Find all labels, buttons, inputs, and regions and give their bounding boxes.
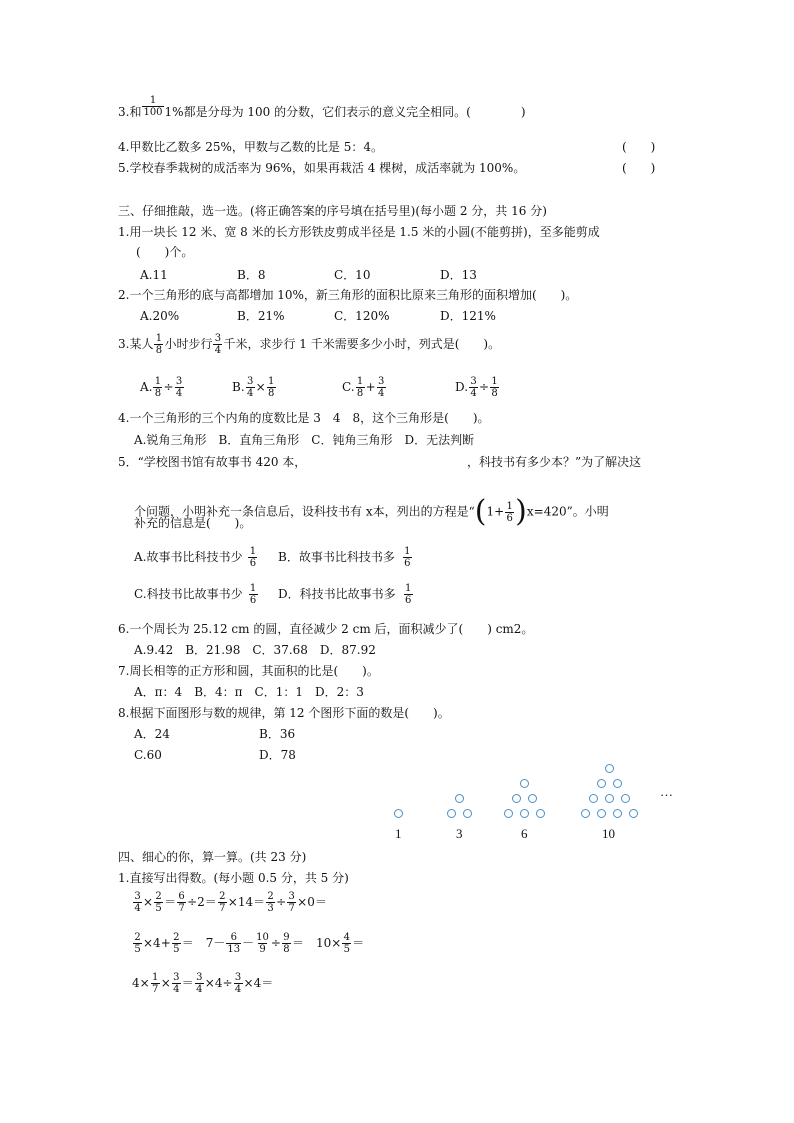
option[interactable]: D．科技书比故事书多 $\frac{1}{6}$ — [278, 583, 412, 606]
dot-icon — [581, 809, 590, 818]
option[interactable]: A.11 — [140, 268, 168, 282]
s3-q7: 7.周长相等的正方形和圆，其面积的比是( )。 — [118, 664, 379, 678]
dot-icon — [528, 794, 537, 803]
bracket-left: ( — [474, 494, 487, 529]
option[interactable]: A.故事书比科技书少 $\frac{1}{6}$ — [134, 546, 257, 569]
dot-icon — [463, 809, 472, 818]
option[interactable]: D．13 — [440, 268, 477, 282]
s3-q5-line1a: 5．“学校图书馆有故事书 420 本， — [118, 455, 307, 469]
dot-icon — [520, 779, 529, 788]
s3-q6: 6.一个周长为 25.12 cm 的圆，直径减少 2 cm 后，面积减少了( ) cm2。 — [118, 622, 534, 636]
s4-sub1: 1.直接写出得数。(每小题 0.5 分，共 5 分) — [118, 871, 349, 885]
bracket-right: ) — [515, 494, 527, 529]
dot-icon — [597, 809, 606, 818]
option[interactable]: A．24 — [134, 727, 170, 741]
dot-icon — [520, 809, 529, 818]
calc-row-3: 4× $\frac{1}{7}$ × $\frac{3}{4}$ ＝ $\frac{3}{4}$ ×4÷ $\frac{3}{4}$ ×4＝ — [132, 972, 274, 995]
option[interactable]: B．8 — [237, 268, 266, 282]
fraction: $\frac{3}{4}$ — [214, 333, 222, 356]
option[interactable]: C.科技书比故事书少 $\frac{1}{6}$ — [134, 583, 257, 606]
s3-q3: 3.某人 $\frac{1}{8}$ 小时步行 $\frac{3}{4}$ 千米，求步行 1 千米需要多少小时，列式是( )。 — [118, 333, 501, 356]
figure-label: 6 — [521, 826, 528, 841]
s3-q2: 2.一个三角形的底与高都增加 10%，新三角形的面积比原来三角形的面积增加( )。 — [118, 288, 578, 302]
dot-icon — [536, 809, 545, 818]
option[interactable]: B．故事书比科技书多 $\frac{1}{6}$ — [278, 546, 411, 569]
s3-q5-line3: 补充的信息是( )。 — [134, 516, 252, 530]
option[interactable]: A.20% — [140, 309, 180, 323]
option[interactable]: A. $\frac{1}{8}$ ÷ $\frac{3}{4}$ — [140, 376, 183, 399]
dot-icon — [589, 794, 598, 803]
option[interactable]: D．121% — [440, 309, 496, 323]
dot-icon — [613, 779, 622, 788]
dot-icon — [504, 809, 513, 818]
option[interactable]: D. $\frac{3}{4}$ ÷ $\frac{1}{8}$ — [455, 376, 498, 399]
calc-row-1: $\frac{3}{4}$ × $\frac{2}{5}$ ＝ $\frac{6}{7}$ ÷2＝ $\frac{2}{7}$ ×14＝ $\frac{2}{3}$ ÷ $\frac{3}{7}$ ×0＝ — [134, 891, 327, 914]
s3-q1-line1: 1.用一块长 12 米、宽 8 米的长方形铁皮剪成半径是 1.5 米的小圆(不能剪拼)，至多能剪成 — [118, 225, 600, 239]
option[interactable]: C．10 — [334, 268, 371, 282]
option[interactable]: C．120% — [334, 309, 390, 323]
figure-label: 1 — [395, 826, 402, 841]
dot-icon — [613, 809, 622, 818]
option[interactable]: C.60 — [134, 748, 162, 762]
answer-paren[interactable]: ( ) — [622, 140, 656, 154]
ellipsis: … — [660, 784, 673, 799]
answer-paren[interactable]: ( ) — [622, 161, 656, 175]
figure-label: 3 — [456, 826, 463, 841]
dot-icon — [621, 794, 630, 803]
s3-q8: 8.根据下面图形与数的规律，第 12 个图形下面的数是( )。 — [118, 706, 450, 720]
s3-q4-options[interactable]: A.锐角三角形 B．直角三角形 C．钝角三角形 D．无法判断 — [134, 433, 475, 447]
dot-icon — [447, 809, 456, 818]
option[interactable]: B. $\frac{3}{4}$ × $\frac{1}{8}$ — [232, 376, 275, 399]
s3-q1-line2: ( )个。 — [136, 245, 194, 259]
s3-q6-options[interactable]: A.9.42 B．21.98 C．37.68 D．87.92 — [134, 643, 376, 657]
dot-icon — [629, 809, 638, 818]
judge-q4: 4.甲数比乙数多 25%，甲数与乙数的比是 5：4。 — [118, 140, 384, 154]
option[interactable]: C. $\frac{1}{8}$ + $\frac{3}{4}$ — [342, 376, 385, 399]
option[interactable]: D．78 — [259, 748, 296, 762]
section3-heading: 三、仔细推敲，选一选。(将正确答案的序号填在括号里)(每小题 2 分，共 16 分) — [118, 204, 547, 218]
s3-q4: 4.一个三角形的三个内角的度数比是 3 4 8，这个三角形是( )。 — [118, 411, 490, 425]
judge-q5: 5.学校春季栽树的成活率为 96%，如果再栽活 4 棵树，成活率就为 100%。 — [118, 161, 526, 175]
s3-q5-line2: 个问题，小明补充一条信息后，设科技书有 x本，列出的方程是“(1+ $\frac{1}{6}$ )x=420”。小明 — [134, 494, 609, 529]
dot-icon — [597, 779, 606, 788]
figure-label: 10 — [602, 826, 615, 841]
calc-row-2: $\frac{2}{5}$ ×4+ $\frac{2}{5}$ ＝ 7－ $\frac{6}{13}$ － $\frac{10}{9}$ ÷ $\frac{9}{8}$ ＝ 10× $\frac{4}{5}$ ＝ — [134, 932, 365, 955]
dot-icon — [455, 794, 464, 803]
section4-heading: 四、细心的你，算一算。(共 23 分) — [118, 850, 307, 864]
judge-q3: 3.和 $\frac{1}{100}$ 1%都是分母为 100 的分数，它们表示的意义完全相同。( ) — [118, 95, 526, 119]
dot-icon — [605, 764, 614, 773]
option[interactable]: B．36 — [259, 727, 296, 741]
fraction: $\frac{1}{100}$ — [143, 95, 163, 118]
dot-icon — [605, 794, 614, 803]
fraction: $\frac{1}{8}$ — [155, 333, 163, 356]
s3-q5-line1b: ，科技书有多少本？”为了解决这 — [467, 455, 642, 469]
option[interactable]: B．21% — [237, 309, 285, 323]
dot-icon — [512, 794, 521, 803]
dot-icon — [394, 809, 403, 818]
s3-q7-options[interactable]: A．π：4 B．4：π C．1：1 D．2：3 — [134, 685, 364, 699]
